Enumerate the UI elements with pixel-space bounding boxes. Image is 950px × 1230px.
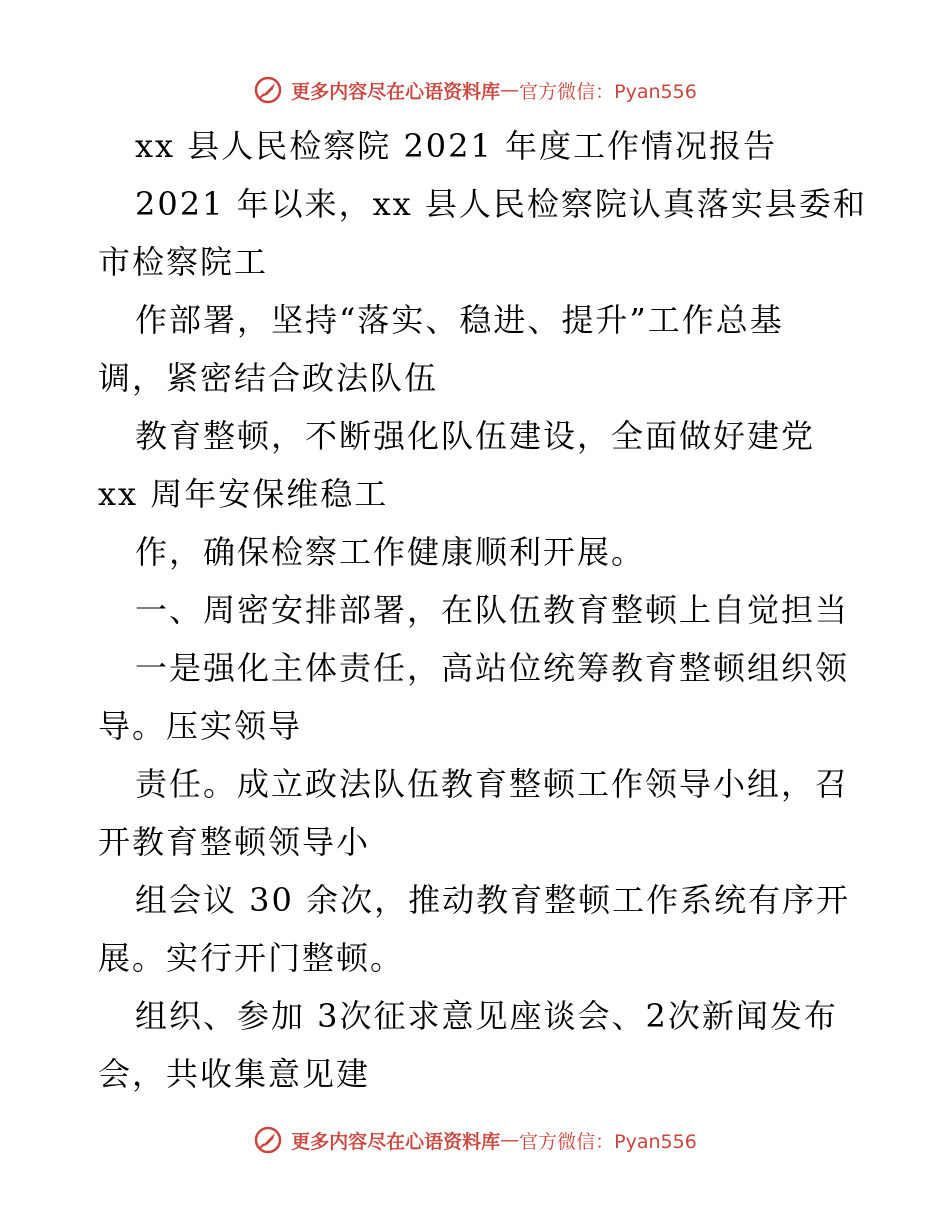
text-line-content: 市检察院工 <box>98 243 269 281</box>
text-line <box>98 987 858 1045</box>
watermark-footer <box>0 1120 950 1160</box>
text-line <box>98 233 858 291</box>
text-line-content: 开教育整顿领导小 <box>98 823 371 861</box>
text-line-content: 一、周密安排部署，在队伍教育整顿上自觉担当 <box>135 591 850 629</box>
text-line <box>98 465 858 523</box>
text-line-content: 作，确保检察工作健康顺利开展。 <box>135 533 646 571</box>
quill-logo-icon <box>253 75 283 105</box>
text-line-content: 导。压实领导 <box>98 707 303 745</box>
watermark-separator: — <box>500 1129 520 1151</box>
watermark-main-text: 更多内容尽在心语资料库 <box>291 80 501 103</box>
text-line <box>98 697 858 755</box>
text-line <box>98 175 867 233</box>
text-line-content: 组会议 30 余次，推动教育整顿工作系统有序开 <box>135 881 851 919</box>
text-line-content: 2021 年以来，xx 县人民检察院认真落实县委和 <box>135 185 867 223</box>
document-body <box>98 117 867 1103</box>
watermark-main-text: 更多内容尽在心语资料库 <box>291 1130 501 1153</box>
text-line <box>98 291 858 349</box>
text-line-content: 作部署，坚持“落实、稳进、提升”工作总基 <box>135 301 784 339</box>
text-line <box>98 581 858 639</box>
watermark-header <box>0 70 950 110</box>
watermark-contact: 官方微信：Pyan556 <box>519 80 697 103</box>
text-line-content: 一是强化主体责任，高站位统筹教育整顿组织领 <box>135 649 850 687</box>
text-line <box>98 813 858 871</box>
document-title <box>98 117 858 175</box>
text-line-content: xx 周年安保维稳工 <box>98 475 389 513</box>
text-line <box>98 523 858 581</box>
text-line <box>98 755 858 813</box>
text-line-content: 组织、参加 3次征求意见座谈会、2次新闻发布 <box>135 997 838 1035</box>
text-line <box>98 871 858 929</box>
text-line-content: 责任。成立政法队伍教育整顿工作领导小组，召 <box>135 765 850 803</box>
text-line-content: 会，共收集意见建 <box>98 1055 371 1093</box>
text-line-content: xx 县人民检察院 2021 年度工作情况报告 <box>135 127 778 165</box>
text-line-content: 展。实行开门整顿。 <box>98 939 405 977</box>
text-line <box>98 1045 858 1103</box>
text-line-content: 调，紧密结合政法队伍 <box>98 359 439 397</box>
watermark-separator: — <box>500 79 520 101</box>
text-line <box>98 349 858 407</box>
text-line <box>98 407 858 465</box>
watermark-contact: 官方微信：Pyan556 <box>519 1130 697 1153</box>
text-line <box>98 929 858 987</box>
text-line <box>98 639 858 697</box>
quill-logo-icon <box>253 1125 283 1155</box>
text-line-content: 教育整顿，不断强化队伍建设，全面做好建党 <box>135 417 816 455</box>
